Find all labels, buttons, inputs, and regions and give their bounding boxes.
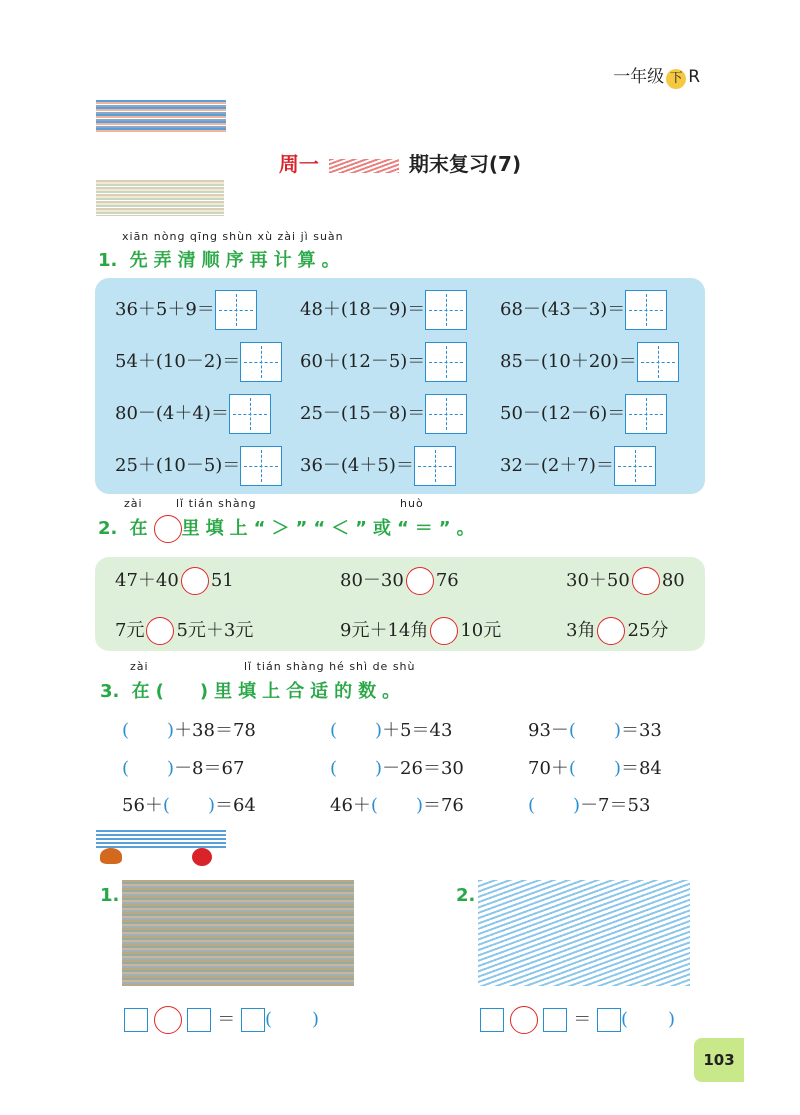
fill-paren-open: ( — [568, 720, 576, 741]
q1-expression — [300, 394, 467, 434]
fill-paren-close: ) — [415, 795, 423, 816]
q2-item — [115, 616, 253, 645]
fill-paren-open: ( — [330, 720, 338, 741]
answer-box[interactable] — [240, 342, 282, 382]
title-day: 周一 — [278, 152, 319, 176]
expression-text: 36－(4＋5)＝ — [300, 455, 414, 476]
compare-left: 9元＋14角 — [340, 620, 429, 641]
unit-paren-close: ) — [311, 1009, 319, 1030]
answer-box[interactable] — [229, 394, 271, 434]
compare-circle[interactable] — [406, 567, 434, 595]
fill-paren-open: ( — [122, 758, 130, 779]
expression-text: 80－(4＋4)＝ — [115, 403, 229, 424]
q1-expression — [500, 394, 667, 434]
compare-circle[interactable] — [597, 617, 625, 645]
compare-left: 3角 — [566, 620, 596, 641]
q2-pinyin-li: lǐ tián shàng — [176, 497, 257, 510]
fill-paren-close: ) — [167, 720, 175, 741]
expression-text: 36＋5＋9＝ — [115, 299, 215, 320]
fill-paren-close: ) — [573, 795, 581, 816]
fill-suffix: ＋5＝43 — [382, 720, 453, 741]
expression-text: 85－(10＋20)＝ — [500, 351, 637, 372]
q1-expression — [115, 342, 282, 382]
q1-expression — [300, 342, 467, 382]
fill-prefix: 56＋ — [122, 795, 163, 816]
fill-suffix: －7＝53 — [580, 795, 651, 816]
q1-expression — [115, 446, 282, 486]
q3-item — [330, 716, 452, 742]
q2-item — [340, 616, 501, 645]
fill-paren-close: ) — [613, 758, 621, 779]
q1-instruction: 先弄清顺序再计算。 — [129, 250, 346, 271]
q3-instruction-b: )里填上合适的数。 — [199, 681, 407, 702]
answer-box[interactable] — [240, 446, 282, 486]
fill-suffix: ＝64 — [214, 795, 256, 816]
unit-paren-open: ( — [264, 1009, 272, 1030]
page-number: 103 — [694, 1038, 744, 1082]
expression-text: 48＋(18－9)＝ — [300, 299, 426, 320]
q3-heading — [100, 677, 406, 703]
q1-expression — [500, 290, 667, 330]
q2-heading — [98, 514, 481, 543]
answer-box[interactable] — [425, 290, 467, 330]
operator-circle[interactable] — [510, 1006, 538, 1034]
fill-suffix: ＝33 — [620, 720, 662, 741]
q3-item — [528, 754, 662, 780]
expression-text: 54＋(10－2)＝ — [115, 351, 241, 372]
edition-text: R — [688, 67, 700, 87]
answer-box[interactable] — [187, 1008, 211, 1032]
q2-instruction-b: 里填上“＞”“＜”或“＝”。 — [181, 518, 481, 539]
compare-circle[interactable] — [181, 567, 209, 595]
q3-pinyin-rest: lǐ tián shàng hé shì de shù — [244, 660, 416, 673]
q2-instruction-a: 在 — [129, 518, 154, 539]
compare-circle[interactable] — [430, 617, 458, 645]
q3-item — [528, 791, 650, 817]
fill-paren-open: ( — [122, 720, 130, 741]
fill-paren-open: ( — [568, 758, 576, 779]
apply-label-1: 1. — [100, 885, 120, 906]
operator-circle[interactable] — [154, 1006, 182, 1034]
fill-suffix: －8＝67 — [174, 758, 245, 779]
equals-sign: ＝ — [573, 1009, 592, 1030]
expression-text: 32－(2＋7)＝ — [500, 455, 614, 476]
answer-box[interactable] — [124, 1008, 148, 1032]
q3-item — [330, 791, 464, 817]
q1-pinyin: xiān nòng qīng shùn xù zài jì suàn — [122, 230, 344, 243]
decorative-stripe-top — [96, 100, 226, 132]
fill-paren-open: ( — [528, 795, 536, 816]
unit-paren-close: ) — [667, 1009, 675, 1030]
fill-paren-open: ( — [330, 758, 338, 779]
q3-item — [528, 716, 662, 742]
grade-label — [613, 62, 700, 89]
apply-picture-2 — [478, 880, 690, 986]
compare-left: 47＋40 — [115, 570, 179, 591]
q1-expression — [500, 446, 656, 486]
equals-sign: ＝ — [217, 1009, 236, 1030]
compare-left: 7元 — [115, 620, 145, 641]
fill-paren-open: ( — [162, 795, 170, 816]
fill-paren-close: ) — [167, 758, 175, 779]
answer-box[interactable] — [480, 1008, 504, 1032]
compare-right: 76 — [435, 570, 459, 591]
fill-prefix: 46＋ — [330, 795, 371, 816]
q2-item — [566, 566, 685, 595]
grade-text: 一年级 — [613, 67, 665, 87]
q1-number: 1. — [98, 250, 118, 271]
answer-box[interactable] — [215, 290, 257, 330]
expression-text: 25－(15－8)＝ — [300, 403, 426, 424]
q3-item — [122, 754, 244, 780]
section-banner — [96, 830, 226, 870]
q1-expression — [115, 394, 271, 434]
q2-pinyin-zai: zài — [124, 497, 143, 510]
q1-expression — [300, 290, 467, 330]
answer-box[interactable] — [637, 342, 679, 382]
banner-figure-icon — [100, 848, 122, 864]
answer-box[interactable] — [241, 1008, 265, 1032]
q3-item — [122, 716, 256, 742]
compare-right: 51 — [210, 570, 234, 591]
q3-item — [330, 754, 464, 780]
answer-box[interactable] — [543, 1008, 567, 1032]
answer-box[interactable] — [425, 342, 467, 382]
fill-suffix: ＝76 — [422, 795, 464, 816]
q3-item — [122, 791, 256, 817]
q1-expression — [115, 290, 257, 330]
expression-text: 60＋(12－5)＝ — [300, 351, 426, 372]
q2-pinyin-huo: huò — [400, 497, 424, 510]
compare-left: 30＋50 — [566, 570, 630, 591]
answer-box[interactable] — [614, 446, 656, 486]
page-title — [0, 148, 800, 177]
expression-text: 50－(12－6)＝ — [500, 403, 626, 424]
q3-number: 3. — [100, 681, 120, 702]
compare-circle[interactable] — [146, 617, 174, 645]
fill-paren-close: ) — [207, 795, 215, 816]
fill-paren-close: ) — [613, 720, 621, 741]
q3-instruction-a: 在( — [131, 681, 170, 702]
q2-item — [566, 616, 668, 645]
q2-item — [115, 566, 234, 595]
compare-right: 80 — [661, 570, 685, 591]
answer-box[interactable] — [625, 394, 667, 434]
fill-suffix: ＝84 — [620, 758, 662, 779]
fill-paren-open: ( — [370, 795, 378, 816]
fill-prefix: 93－ — [528, 720, 569, 741]
title-decoration — [329, 159, 399, 173]
unit-paren-open: ( — [620, 1009, 628, 1030]
fill-suffix: －26＝30 — [382, 758, 464, 779]
apply-answer-1 — [124, 1005, 319, 1034]
q1-expression — [300, 446, 456, 486]
apply-label-2: 2. — [456, 885, 476, 906]
answer-box[interactable] — [625, 290, 667, 330]
expression-text: 68－(43－3)＝ — [500, 299, 626, 320]
apply-answer-2 — [480, 1005, 675, 1034]
q1-heading — [98, 246, 346, 272]
fill-paren-close: ) — [375, 758, 383, 779]
q2-circle-example — [154, 515, 182, 543]
fill-paren-close: ) — [375, 720, 383, 741]
fill-prefix: 70＋ — [528, 758, 569, 779]
expression-text: 25＋(10－5)＝ — [115, 455, 241, 476]
compare-right: 10元 — [460, 620, 502, 641]
fill-suffix: ＋38＝78 — [174, 720, 256, 741]
apply-picture-1 — [122, 880, 354, 986]
answer-box[interactable] — [425, 394, 467, 434]
q2-number: 2. — [98, 518, 118, 539]
banner-badge-icon — [192, 848, 212, 866]
q3-pinyin-zai: zài — [130, 660, 149, 673]
answer-box[interactable] — [414, 446, 456, 486]
compare-circle[interactable] — [632, 567, 660, 595]
q2-item — [340, 566, 459, 595]
term-badge: 下 — [666, 69, 686, 89]
answer-box[interactable] — [597, 1008, 621, 1032]
q1-expression — [500, 342, 679, 382]
compare-right: 5元＋3元 — [176, 620, 254, 641]
decorative-stripe-section — [96, 180, 224, 216]
title-topic: 期末复习(7) — [408, 152, 522, 176]
compare-right: 25分 — [627, 620, 669, 641]
compare-left: 80－30 — [340, 570, 404, 591]
